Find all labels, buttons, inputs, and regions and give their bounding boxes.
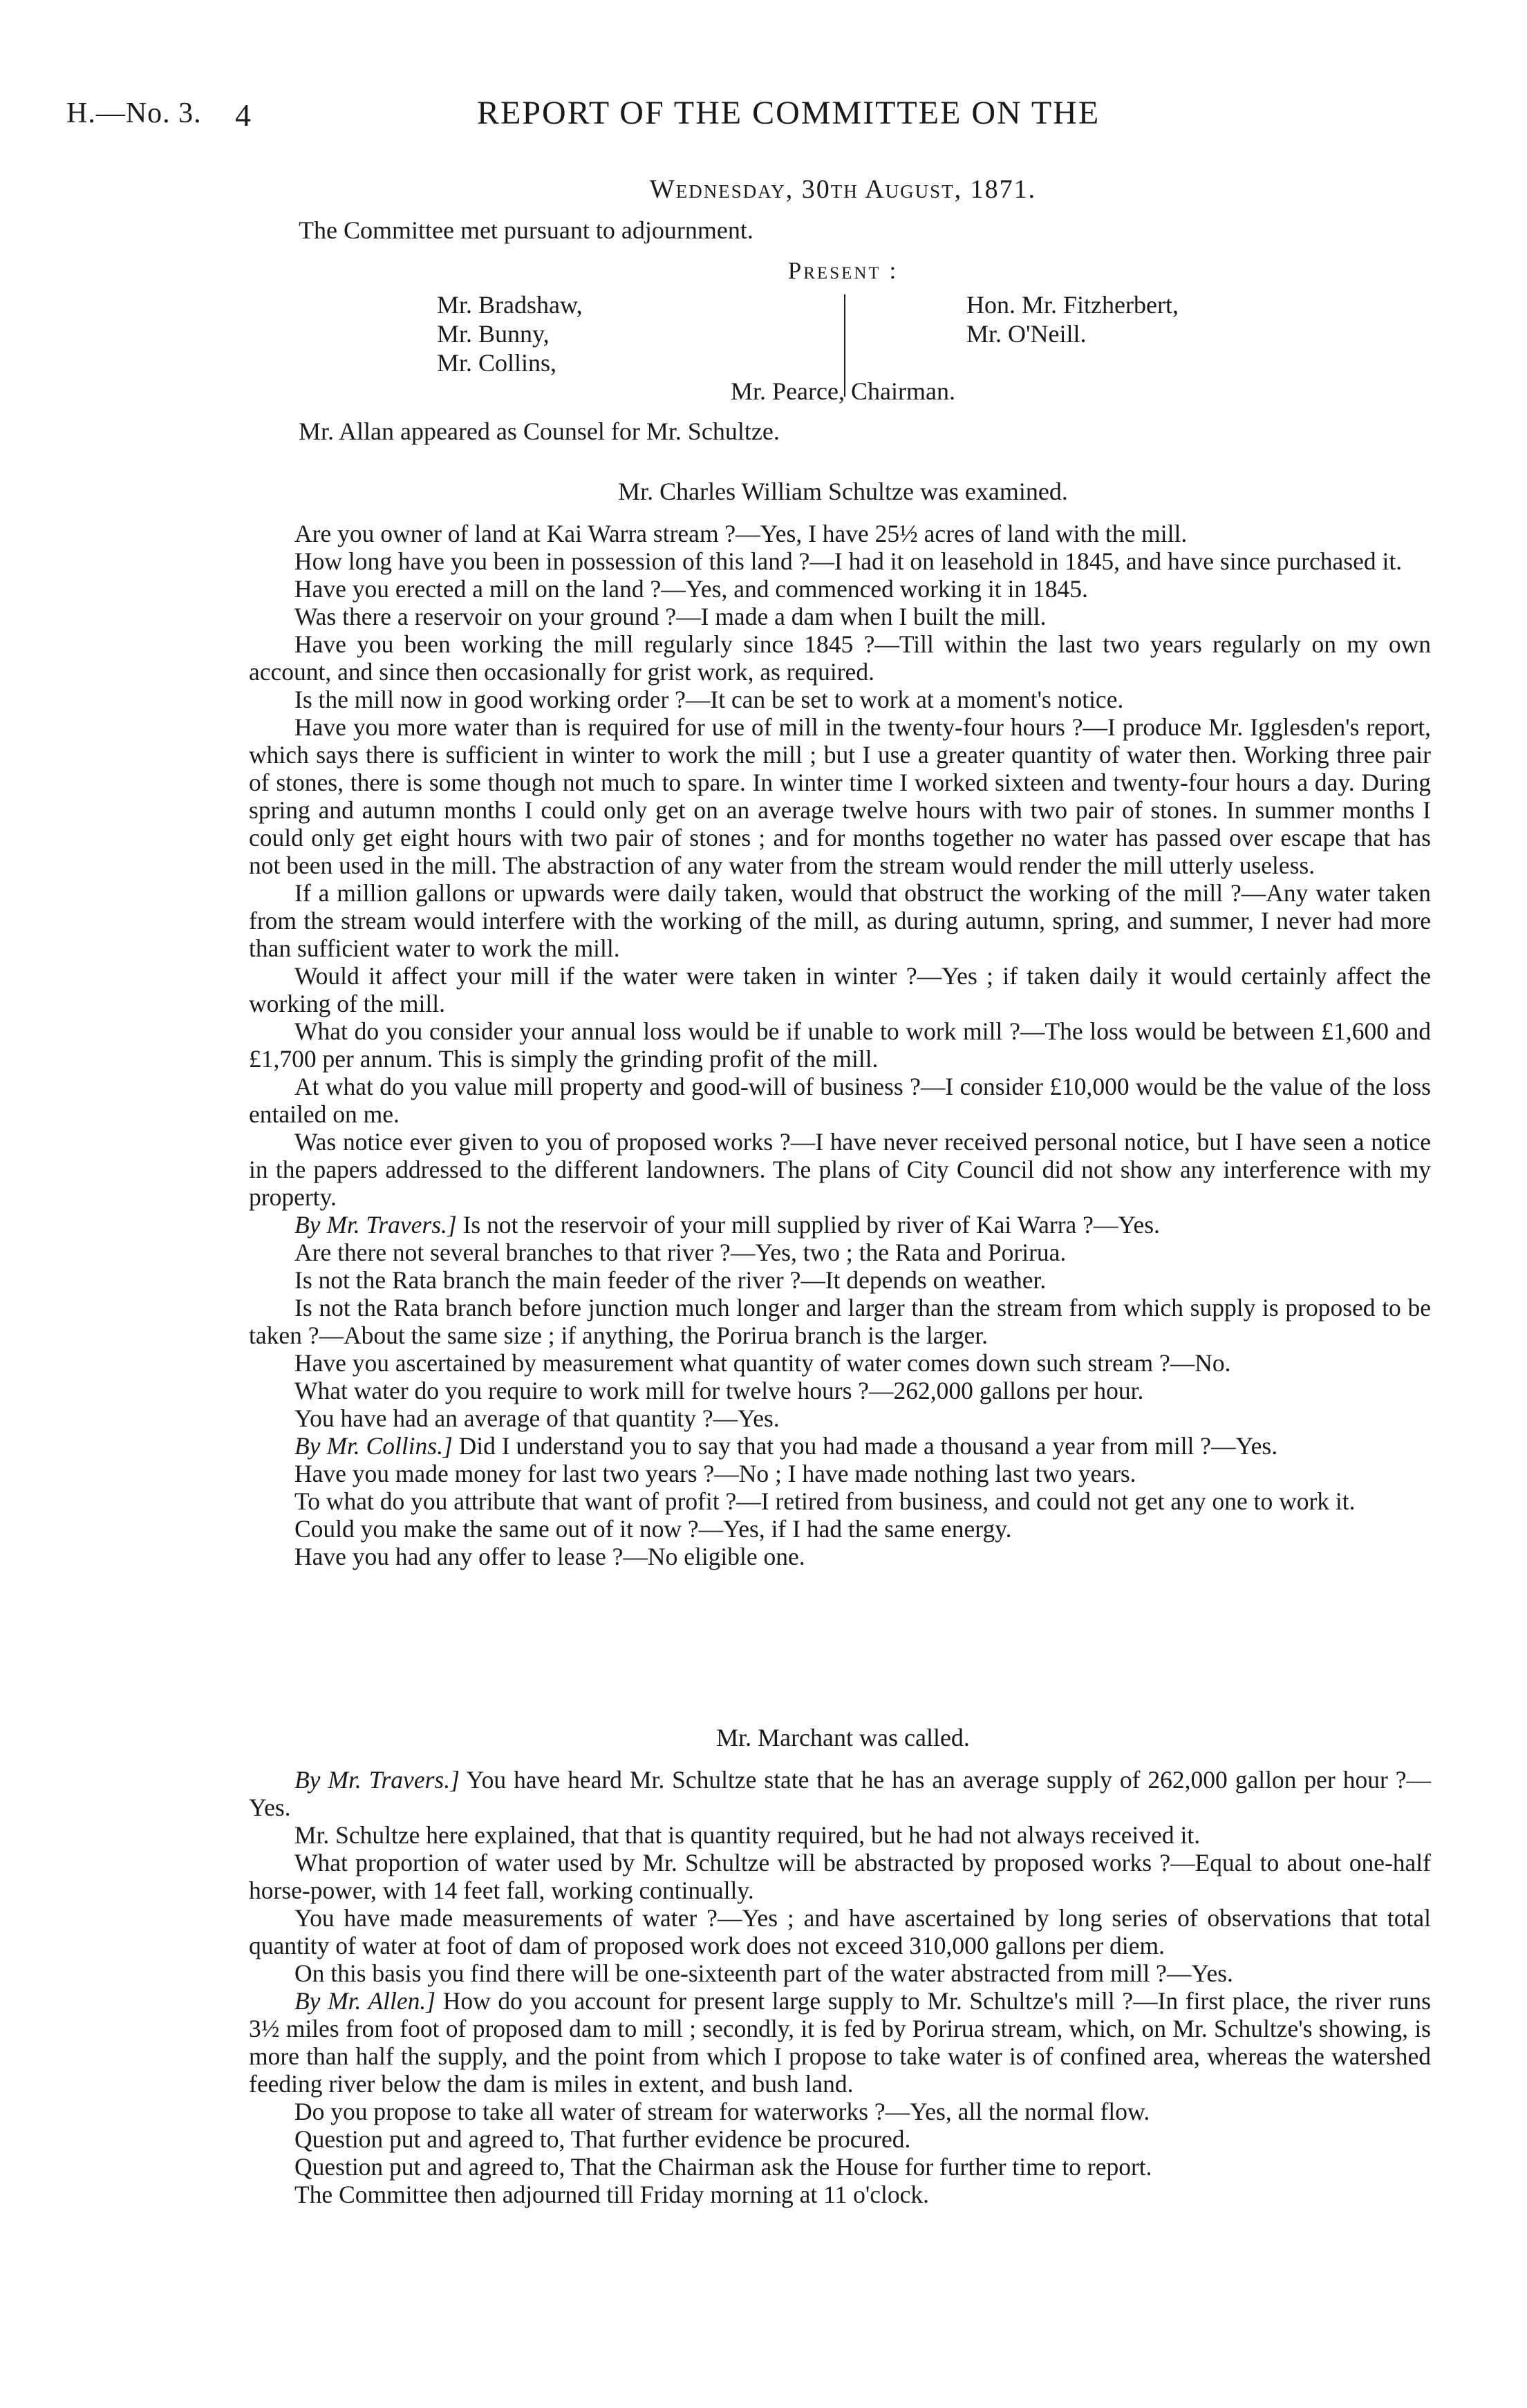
testimony-text: Have you erected a mill on the land ?—Yes, and commenced working it in 1845. [294, 575, 1088, 603]
document-reference: H.—No. 3. [66, 97, 202, 129]
testimony-text: Are you owner of land at Kai Warra stream ?—Yes, I have 25½ acres of land with the mill. [294, 520, 1188, 547]
examination-body [249, 1766, 1431, 2208]
meeting-date: Wednesday, 30th August, 1871. [649, 175, 1037, 204]
testimony-text: Have you been working the mill regularly since 1845 ?—Till within the last two years regularly on my own account, and since then occasionally for grist work, as required. [249, 630, 1431, 686]
testimony-paragraph [249, 1377, 1431, 1404]
testimony-paragraph [249, 1294, 1431, 1349]
testimony-paragraph [249, 547, 1431, 575]
testimony-text: Do you propose to take all water of stream for waterworks ?—Yes, all the normal flow. [294, 2098, 1150, 2125]
member-name: Hon. Mr. Fitzherbert, [966, 291, 1179, 319]
testimony-paragraph [249, 1266, 1431, 1294]
testimony-paragraph [249, 1460, 1431, 1487]
testimony-text: Could you make the same out of it now ?—Yes, if I had the same energy. [294, 1515, 1012, 1543]
testimony-text: How long have you been in possession of this land ?—I had it on leasehold in 1845, and have since purchased it. [294, 547, 1403, 575]
testimony-paragraph [249, 1239, 1431, 1266]
examiner-attribution: By Mr. Collins.] [294, 1432, 453, 1460]
witness-heading: Mr. Marchant was called. [716, 1724, 970, 1751]
testimony-text: Have you made money for last two years ?—No ; I have made nothing last two years. [294, 1460, 1136, 1487]
member-name: Mr. O'Neill. [966, 320, 1087, 348]
testimony-text: What proportion of water used by Mr. Schultze will be abstracted by proposed works ?—Equal to about one-half horse-power, with 14 feet fall, working continually. [249, 1849, 1431, 1904]
member-name: Mr. Collins, [437, 349, 557, 377]
testimony-paragraph [249, 879, 1431, 962]
testimony-text: Are there not several branches to that river ?—Yes, two ; the Rata and Porirua. [294, 1239, 1067, 1266]
examiner-attribution: By Mr. Travers.] [294, 1766, 460, 1794]
testimony-paragraph [249, 1073, 1431, 1128]
testimony-text: Is not the Rata branch the main feeder of the river ?—It depends on weather. [294, 1266, 1047, 1294]
members-left-column [437, 290, 583, 377]
member-name: Mr. Bunny, [437, 320, 550, 348]
testimony-paragraph [249, 520, 1431, 547]
testimony-paragraph [249, 1987, 1431, 2098]
testimony-paragraph [249, 1211, 1431, 1239]
examiner-attribution: By Mr. Travers.] [294, 1211, 457, 1239]
counsel-line: Mr. Allan appeared as Counsel for Mr. Schultze. [299, 417, 780, 445]
testimony-paragraph [249, 1432, 1431, 1460]
testimony-text: You have made measurements of water ?—Yes ; and have ascertained by long series of observations that total quantity of water at foot of dam of proposed work does not exceed 310,000 gallons per diem. [249, 1904, 1431, 1959]
testimony-paragraph [249, 962, 1431, 1017]
chairman-line: Mr. Pearce, Chairman. [731, 377, 955, 405]
testimony-text: Would it affect your mill if the water were taken in winter ?—Yes ; if taken daily it would certainly affect the working of the mill. [249, 962, 1431, 1017]
members-right-column [966, 290, 1179, 348]
testimony-text: Question put and agreed to, That the Chairman ask the House for further time to report. [294, 2153, 1152, 2181]
testimony-text: Was there a reservoir on your ground ?—I made a dam when I built the mill. [294, 603, 1047, 630]
testimony-text: Have you ascertained by measurement what quantity of water comes down such stream ?—No. [294, 1349, 1231, 1377]
running-header [0, 97, 1527, 145]
testimony-text: Did I understand you to say that you had made a thousand a year from mill ?—Yes. [452, 1432, 1278, 1460]
testimony-paragraph [249, 1349, 1431, 1377]
testimony-paragraph [249, 686, 1431, 713]
testimony-paragraph [249, 1128, 1431, 1211]
testimony-text: Was notice ever given to you of proposed works ?—I have never received personal notice, but I have seen a notice in the papers addressed to the different landowners. The plans of City Council did not show any interference with my property. [249, 1128, 1431, 1211]
testimony-text: Mr. Schultze here explained, that that is quantity required, but he had not always received it. [294, 1821, 1201, 1849]
testimony-paragraph [249, 1904, 1431, 1959]
testimony-paragraph [249, 1404, 1431, 1432]
testimony-paragraph [249, 1959, 1431, 1987]
testimony-text: The Committee then adjourned till Friday morning at 11 o'clock. [294, 2181, 930, 2208]
testimony-text: On this basis you find there will be one-sixteenth part of the water abstracted from mill ?—Yes. [294, 1959, 1233, 1987]
testimony-paragraph [249, 575, 1431, 603]
testimony-text: Question put and agreed to, That further evidence be procured. [294, 2125, 911, 2153]
testimony-paragraph [249, 2125, 1431, 2153]
page-number: 4 [235, 97, 251, 133]
examination-body [249, 520, 1431, 1570]
testimony-text: At what do you value mill property and good-will of business ?—I consider £10,000 would be the value of the loss entailed on me. [249, 1073, 1431, 1128]
testimony-paragraph [249, 630, 1431, 686]
testimony-paragraph [249, 2098, 1431, 2125]
testimony-text: How do you account for present large supply to Mr. Schultze's mill ?—In first place, the river runs 3½ miles from foot of proposed dam to mill ; secondly, it is fed by Porirua stream, which, on Mr. Schultze's showing, is more than half the supply, and the point from which I propose to take water is of confined area, whereas the watershed feeding river below the dam is miles in extent, and bush land. [249, 1987, 1431, 2098]
testimony-text: Is not the reservoir of your mill supplied by river of Kai Warra ?—Yes. [456, 1211, 1160, 1239]
report-title: REPORT OF THE COMMITTEE ON THE [477, 95, 1100, 131]
testimony-paragraph [249, 2153, 1431, 2181]
member-name: Mr. Bradshaw, [437, 291, 583, 319]
testimony-paragraph [249, 1487, 1431, 1515]
testimony-paragraph [249, 1821, 1431, 1849]
testimony-paragraph [249, 1515, 1431, 1543]
testimony-text: Have you had any offer to lease ?—No eligible one. [294, 1543, 805, 1570]
meeting-opening: The Committee met pursuant to adjournment. [299, 216, 753, 244]
testimony-text: Is not the Rata branch before junction much longer and larger than the stream from which supply is proposed to be taken ?—About the same size ; if anything, the Porirua branch is the larger. [249, 1294, 1431, 1349]
testimony-text: Is the mill now in good working order ?—It can be set to work at a moment's notice. [294, 686, 1124, 713]
testimony-paragraph [249, 2181, 1431, 2208]
testimony-text: You have had an average of that quantity ?—Yes. [294, 1404, 780, 1432]
testimony-paragraph [249, 713, 1431, 879]
testimony-text: To what do you attribute that want of profit ?—I retired from business, and could not get any one to work it. [294, 1487, 1356, 1515]
testimony-paragraph [249, 1017, 1431, 1073]
testimony-paragraph [249, 603, 1431, 630]
testimony-text: What do you consider your annual loss would be if unable to work mill ?—The loss would be between £1,600 and £1,700 per annum. This is simply the grinding profit of the mill. [249, 1017, 1431, 1073]
witness-heading: Mr. Charles William Schultze was examined. [618, 478, 1068, 505]
examiner-attribution: By Mr. Allen.] [294, 1987, 436, 2015]
testimony-text: You have heard Mr. Schultze state that he has an average supply of 262,000 gallon per hour ?—Yes. [249, 1766, 1431, 1821]
testimony-paragraph [249, 1766, 1431, 1821]
testimony-text: What water do you require to work mill for twelve hours ?—262,000 gallons per hour. [294, 1377, 1144, 1404]
testimony-text: Have you more water than is required for use of mill in the twenty-four hours ?—I produce Mr. Igglesden's report, which says there is sufficient in winter to work the mill ; but I use a greater quantity of water then. Working three pair of stones, there is some though not much to spare. In winter time I worked sixteen and twenty-four hours a day. During spring and autumn months I could only get on an average twelve hours with two pair of stones. In summer months I could only get eight hours with two pair of stones ; and for months together no water has passed over escape that has not been used in the mill. The abstraction of any water from the stream would render the mill utterly useless. [249, 713, 1431, 879]
testimony-text: If a million gallons or upwards were daily taken, would that obstruct the working of the mill ?—Any water taken from the stream would interfere with the working of the mill, as during autumn, spring, and summer, I never had more than sufficient water to work the mill. [249, 879, 1431, 962]
present-label: Present : [787, 257, 899, 284]
testimony-paragraph [249, 1849, 1431, 1904]
testimony-paragraph [249, 1543, 1431, 1570]
